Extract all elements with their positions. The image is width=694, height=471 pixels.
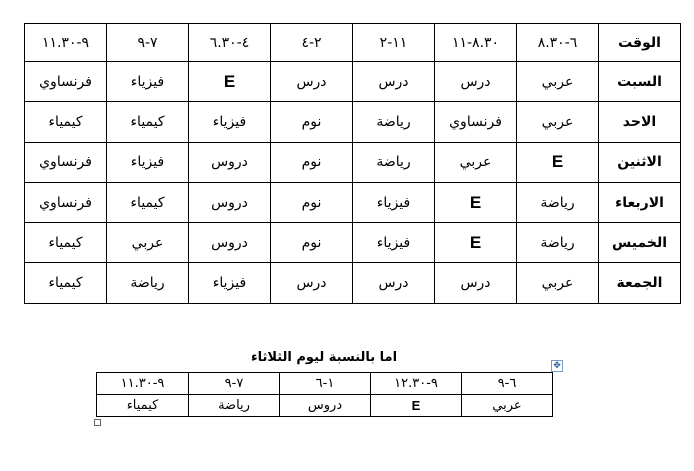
time-slot: ٧-٩ bbox=[189, 373, 280, 395]
schedule-cell: دروس bbox=[280, 395, 371, 417]
resize-handle-icon[interactable] bbox=[94, 419, 101, 426]
schedule-cell: E bbox=[435, 223, 517, 263]
schedule-cell: عربي bbox=[517, 263, 599, 303]
time-slot: ٩-١٢.٣٠ bbox=[371, 373, 462, 395]
schedule-cell: درس bbox=[271, 62, 353, 102]
table-row bbox=[25, 263, 681, 303]
schedule-cell: فيزياء bbox=[353, 182, 435, 222]
schedule-cell: فرنساوي bbox=[25, 62, 107, 102]
schedule-cell: فرنساوي bbox=[25, 142, 107, 182]
schedule-cell: E bbox=[371, 395, 462, 417]
table-row bbox=[25, 102, 681, 142]
schedule-header-row bbox=[25, 24, 681, 62]
schedule-cell: نوم bbox=[271, 102, 353, 142]
schedule-cell: فيزياء bbox=[189, 263, 271, 303]
day-label: الجمعة bbox=[599, 263, 681, 303]
day-label: الاثنين bbox=[599, 142, 681, 182]
time-slot: ١-٦ bbox=[280, 373, 371, 395]
time-slot: ٤-٦.٣٠ bbox=[189, 24, 271, 62]
weekly-schedule-table bbox=[24, 23, 681, 304]
schedule-cell: رياضة bbox=[517, 223, 599, 263]
table-row bbox=[25, 142, 681, 182]
time-slot: ١١-٢ bbox=[353, 24, 435, 62]
time-slot: ٧-٩ bbox=[107, 24, 189, 62]
schedule-cell: نوم bbox=[271, 182, 353, 222]
schedule-cell: رياضة bbox=[517, 182, 599, 222]
schedule-cell: كيمياء bbox=[25, 102, 107, 142]
table-row bbox=[97, 395, 553, 417]
schedule-cell: درس bbox=[435, 62, 517, 102]
time-slot: ٢-٤ bbox=[271, 24, 353, 62]
table-row bbox=[25, 182, 681, 222]
schedule-cell: E bbox=[517, 142, 599, 182]
time-slot: ٨.٣٠-١١ bbox=[435, 24, 517, 62]
schedule-cell: فيزياء bbox=[189, 102, 271, 142]
schedule-cell: عربي bbox=[517, 62, 599, 102]
day-label: الاربعاء bbox=[599, 182, 681, 222]
day-label: الاحد bbox=[599, 102, 681, 142]
schedule-cell: عربي bbox=[517, 102, 599, 142]
schedule-cell: درس bbox=[435, 263, 517, 303]
schedule-cell: دروس bbox=[189, 142, 271, 182]
schedule-cell: عربي bbox=[435, 142, 517, 182]
schedule-cell: رياضة bbox=[107, 263, 189, 303]
schedule-cell: نوم bbox=[271, 223, 353, 263]
tuesday-heading: اما بالنسبة ليوم الثلاثاء bbox=[250, 350, 398, 365]
schedule-cell: رياضة bbox=[189, 395, 280, 417]
tuesday-header-row bbox=[97, 373, 553, 395]
time-header-label: الوقت bbox=[599, 24, 681, 62]
time-slot: ٦-٨.٣٠ bbox=[517, 24, 599, 62]
schedule-cell: نوم bbox=[271, 142, 353, 182]
schedule-cell: عربي bbox=[107, 223, 189, 263]
schedule-cell: دروس bbox=[189, 182, 271, 222]
move-handle-icon[interactable]: ✥ bbox=[551, 360, 563, 372]
schedule-cell: كيمياء bbox=[25, 263, 107, 303]
time-slot: ٦-٩ bbox=[462, 373, 553, 395]
schedule-cell: دروس bbox=[189, 223, 271, 263]
table-row bbox=[25, 223, 681, 263]
day-label: السبت bbox=[599, 62, 681, 102]
schedule-cell: فيزياء bbox=[107, 62, 189, 102]
schedule-cell: كيمياء bbox=[25, 223, 107, 263]
schedule-cell: فرنساوي bbox=[435, 102, 517, 142]
schedule-cell: كيمياء bbox=[107, 102, 189, 142]
table-row bbox=[25, 62, 681, 102]
tuesday-schedule-table[interactable] bbox=[96, 372, 553, 417]
schedule-cell: درس bbox=[353, 263, 435, 303]
schedule-cell: فيزياء bbox=[353, 223, 435, 263]
schedule-cell: رياضة bbox=[353, 142, 435, 182]
time-slot: ٩-١١.٣٠ bbox=[97, 373, 189, 395]
schedule-cell: درس bbox=[353, 62, 435, 102]
schedule-cell: رياضة bbox=[353, 102, 435, 142]
schedule-cell: درس bbox=[271, 263, 353, 303]
day-label: الخميس bbox=[599, 223, 681, 263]
schedule-cell: كيمياء bbox=[97, 395, 189, 417]
schedule-cell: فرنساوي bbox=[25, 182, 107, 222]
schedule-cell: E bbox=[435, 182, 517, 222]
schedule-cell: عربي bbox=[462, 395, 553, 417]
schedule-cell: E bbox=[189, 62, 271, 102]
time-slot: ٩-١١.٣٠ bbox=[25, 24, 107, 62]
schedule-cell: كيمياء bbox=[107, 182, 189, 222]
schedule-cell: فيزياء bbox=[107, 142, 189, 182]
